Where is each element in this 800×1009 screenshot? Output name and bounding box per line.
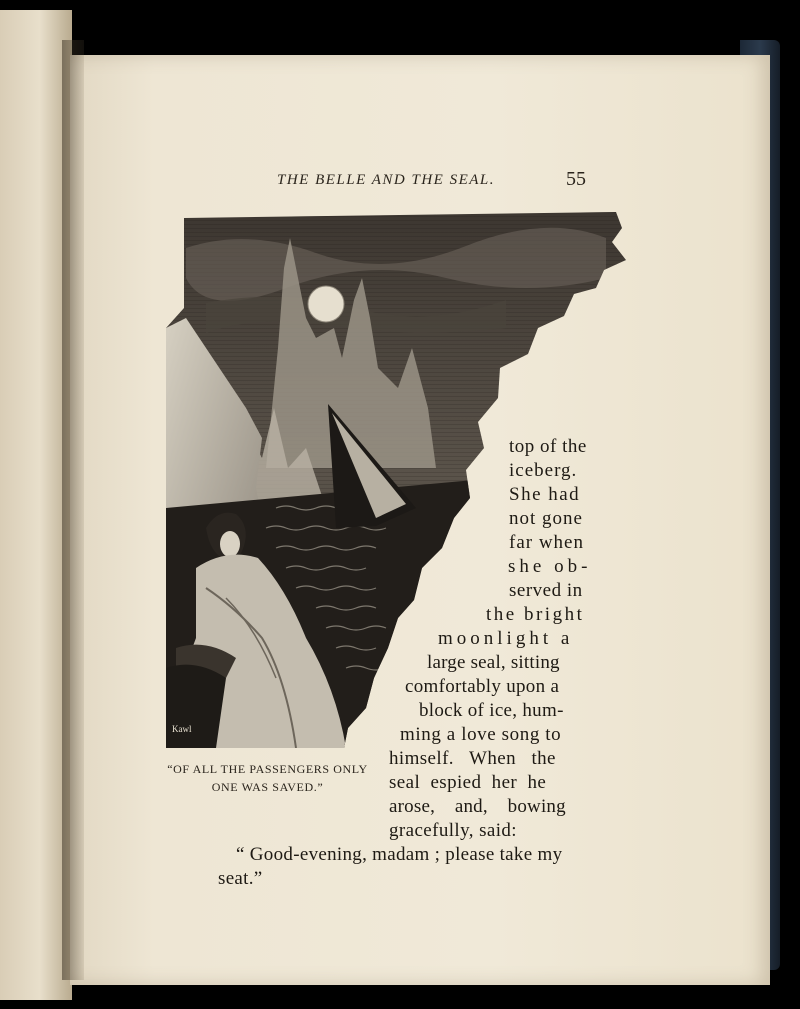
body-line: served in (509, 580, 583, 601)
moon (308, 286, 344, 322)
caption-line-2: ONE WAS SAVED.” (211, 780, 324, 794)
caption-line-1: “OF ALL THE PASSENGERS ONLY (167, 762, 368, 776)
body-line: seal espied her he (389, 772, 547, 793)
body-line: “ Good-evening, madam ; please take my (236, 844, 563, 865)
body-line: arose, and, bowing (389, 796, 566, 817)
body-line: large seal, sitting (427, 652, 560, 673)
body-line: himself. When the (389, 748, 556, 769)
body-line: comfortably upon a (405, 676, 560, 697)
body-line: top of the (509, 436, 587, 457)
page-number: 55 (566, 168, 586, 190)
body-line: far when (509, 532, 584, 553)
page-gutter-shadow (62, 40, 84, 980)
body-line: seat.” (218, 868, 263, 889)
body-line: iceberg. (509, 460, 578, 481)
running-head: THE BELLE AND THE SEAL. (277, 172, 495, 188)
illustrator-signature: Kawl (172, 724, 192, 734)
body-line: moonlight a (438, 628, 574, 649)
body-line: block of ice, hum- (419, 700, 564, 721)
body-line: she ob- (508, 556, 592, 577)
body-line: She had (509, 484, 581, 505)
body-line: the bright (486, 604, 585, 625)
body-line: gracefully, said: (389, 820, 517, 841)
body-line: ming a love song to (400, 724, 562, 745)
body-line: not gone (509, 508, 583, 529)
illustration-caption (160, 760, 375, 796)
